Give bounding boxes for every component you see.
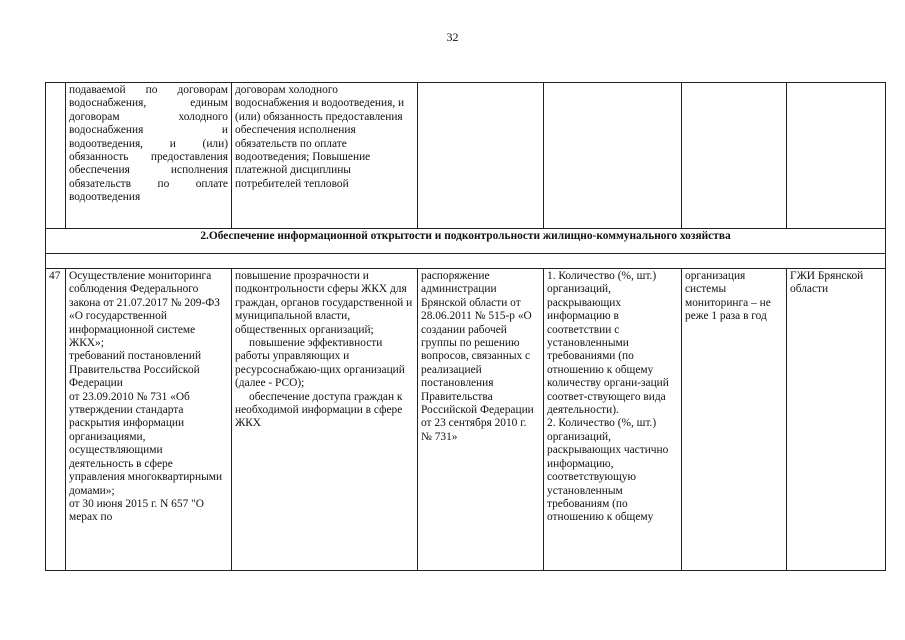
indicator-paragraph: 2. Количество (%, шт.) организаций, раскрывающих частично информацию, соответствующую установленным требованиям (по отношению к общему xyxy=(547,417,669,524)
indicator-cell xyxy=(544,83,682,229)
table-row xyxy=(46,269,886,571)
table-row xyxy=(46,83,886,229)
measure-paragraph: требований постановлений Правительства Российской Федерации xyxy=(69,350,202,390)
frequency-cell xyxy=(682,83,787,229)
section-title: 2.Обеспечение информационной открытости и подконтрольности жилищно-коммунального хозяйства xyxy=(46,229,886,254)
measures-table xyxy=(45,82,886,571)
measure-paragraph: от 23.09.2010 № 731 «Об утверждении стандарта раскрытия информации организациями, осуществляющими деятельность в сфере управления многоквартирными домами»; xyxy=(69,390,223,497)
measure-paragraph: от 30 июня 2015 г. N 657 "О мерах по xyxy=(69,497,204,524)
goal-cell xyxy=(232,269,418,571)
basis-cell xyxy=(418,83,544,229)
indicator-cell xyxy=(544,269,682,571)
measure-cell xyxy=(66,269,232,571)
indicator-paragraph: 1. Количество (%, шт.) организаций, раскрывающих информацию в соответствии с установленными требованиями (по отношению к общему количеству органи-заций соответ-ствующего вида деятельности). xyxy=(547,270,669,417)
row-number-cell: 47 xyxy=(46,269,66,571)
goal-cell: договорам холодного водоснабжения и водоотведения, и (или) обязанность предоставления обеспечения исполнения обязательств по оплате водоотведения; Повышение платежной дисциплины потребителей тепловой xyxy=(232,83,418,229)
measure-paragraph: Осуществление мониторинга соблюдения Федерального закона от 21.07.2017 № 209-ФЗ «О государственной информационной системе ЖКХ»; xyxy=(69,270,220,350)
goal-paragraph: обеспечение доступа граждан к необходимой информации в сфере ЖКХ xyxy=(235,390,403,430)
section-header-row xyxy=(46,229,886,254)
goal-paragraph: повышение эффективности работы управляющих и ресурсоснабжаю-щих организаций (далее - РСО); xyxy=(235,337,405,390)
responsible-cell: ГЖИ Брянской области xyxy=(787,269,886,571)
page-number: 32 xyxy=(446,30,459,44)
measure-cell: подаваемой по договорам водоснабжения, единым договорам холодного водоснабжения и водоотведения, и (или) обязанность предоставления обеспечения исполнения обязательств по оплате водоотведения xyxy=(66,83,232,229)
spacer-row xyxy=(46,254,886,269)
goal-paragraph: повышение прозрачности и подконтрольности сферы ЖКХ для граждан, органов государственной и муниципальной власти, общественных организаций; xyxy=(235,270,413,336)
spacer-cell xyxy=(46,254,886,269)
frequency-cell: организация системы мониторинга – не реже 1 раза в год xyxy=(682,269,787,571)
responsible-cell xyxy=(787,83,886,229)
basis-cell: распоряжение администрации Брянской области от 28.06.2011 № 515-р «О создании рабочей группы по решению вопросов, связанных с реализацией постановления Правительства Российской Федерации от 23 сентября 2010 г. № 731» xyxy=(418,269,544,571)
row-number-cell xyxy=(46,83,66,229)
